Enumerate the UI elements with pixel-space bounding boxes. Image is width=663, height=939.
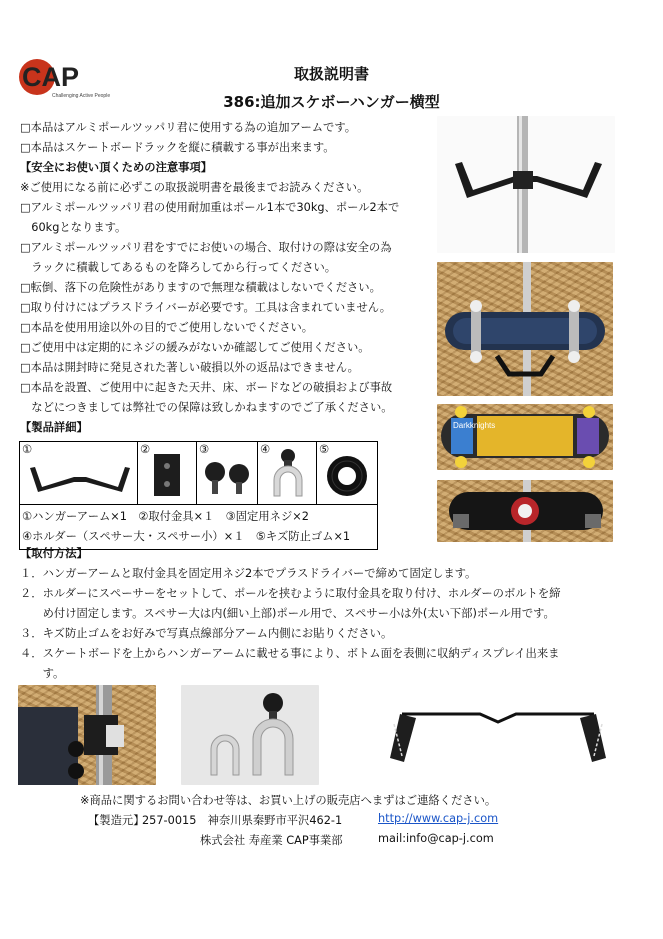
fixing-screw-icon	[201, 460, 253, 496]
hanger-arm-diagram	[380, 700, 616, 770]
install-heading: 【取付方法】	[20, 547, 88, 560]
part-cell-2	[138, 442, 197, 505]
part-cell-4	[258, 442, 317, 505]
part-number: ④	[260, 443, 271, 456]
photo-skateboard-black	[437, 480, 613, 542]
intro-line: □本品はアルミポールツッパリ君に使用する為の追加アームです。	[20, 121, 357, 134]
protective-rubber-icon	[325, 454, 369, 498]
website-link[interactable]: http://www.cap-j.com	[378, 812, 499, 825]
part-cell-1	[20, 442, 138, 505]
parts-table	[19, 441, 378, 550]
board-graphic-text: Darkknights	[453, 421, 496, 430]
part-number: ⑤	[319, 443, 330, 456]
parts-desc-line: ①ハンガーアーム×1 ②取付金具×１ ③固定用ネジ×2	[22, 510, 309, 523]
photo-holder-spacers	[181, 685, 319, 785]
safety-line: □転倒、落下の危険性がありますので無理な積載はしないでください。	[20, 281, 381, 294]
photo-skateboard-blue	[437, 262, 613, 396]
safety-heading: 【安全にお使い頂くための注意事項】	[20, 161, 213, 174]
hanger-arm-icon	[24, 462, 134, 498]
install-step: ４．スケートボードを上からハンガーアームに載せる事により、ボトム面を表側に収納ディスプレイ出来ま	[20, 647, 560, 660]
install-step: ３．キズ防止ゴムをお好みで写真点線部分アーム内側にお貼りください。	[20, 627, 393, 640]
mounting-bracket-icon	[152, 452, 182, 498]
install-step: ２．ホルダーにスペーサーをセットして、ポールを挟むように取付金具を取り付け、ホルダーのボルトを締	[20, 587, 561, 600]
safety-line: ※ご使用になる前に必ずこの取扱説明書を最後までお読みください。	[20, 181, 369, 194]
safety-line: □本品は開封時に発見された著しい破損以外の返品はできません。	[20, 361, 359, 374]
safety-line: □アルミポールツッパリ君をすでにお使いの場合、取付けの際は安全の為	[20, 241, 392, 254]
safety-line: □アルミポールツッパリ君の使用耐加重はポール1本で30kg、ポール2本で	[20, 201, 400, 214]
parts-description	[20, 505, 378, 550]
photo-installed-bracket	[18, 685, 156, 785]
intro-section	[20, 118, 399, 438]
safety-line: などにつきましては弊社での保障は致しかねますのでご了承ください。	[20, 401, 393, 414]
logo-text: CAP	[22, 62, 80, 92]
photo-hanger-on-pole	[437, 116, 615, 253]
safety-line: □取り付けにはプラスドライバーが必要です。工具は含まれていません。	[20, 301, 392, 314]
parts-desc-line: ④ホルダー（スペサー大・スペサー小）×１ ⑤キズ防止ゴム×1	[22, 530, 351, 543]
inquiry-note: ※商品に関するお問い合わせ等は、お買い上げの販売店へまずはご連絡ください。	[80, 794, 497, 807]
contact-email[interactable]: mail:info@cap-j.com	[378, 832, 494, 845]
safety-line: 60kgとなります。	[20, 221, 127, 234]
logo-tagline: Challenging Active People	[52, 93, 111, 99]
safety-line: ラックに積載してあるものを降ろしてから行ってください。	[20, 261, 337, 274]
install-step: め付け固定します。スペサー大は内(細い上部)ポール用で、スペサー小は外(太い下部)ポール用です。	[20, 607, 555, 620]
safety-line: □ご使用中は定期的にネジの緩みがないか確認してご使用ください。	[20, 341, 370, 354]
safety-line: □本品を設置、ご使用中に起きた天井、床、ボードなどの破損および事故	[20, 381, 393, 394]
part-number: ②	[140, 443, 151, 456]
doc-subtitle: 386:追加スケボーハンガー横型	[223, 93, 440, 111]
part-cell-3	[197, 442, 258, 505]
part-number: ①	[22, 443, 33, 456]
part-number: ③	[199, 443, 210, 456]
maker-address: 257-0015 神奈川県秦野市平沢462-1	[142, 814, 343, 827]
safety-line: □本品を使用用途以外の目的でご使用しないでください。	[20, 321, 314, 334]
install-step: １．ハンガーアームと取付金具を固定用ネジ2本でプラスドライバーで締めて固定します。	[20, 567, 477, 580]
parts-heading: 【製品詳細】	[20, 421, 88, 434]
maker-label: 【製造元】	[88, 814, 145, 827]
install-section	[20, 544, 560, 684]
part-cell-5	[317, 442, 378, 505]
company-name: 株式会社 寿産業 CAP事業部	[200, 834, 343, 847]
install-step: す。	[20, 667, 65, 680]
photo-skateboard-graphic	[437, 404, 613, 470]
intro-line: □本品はスケートボードラックを縦に積載する事が出来ます。	[20, 141, 335, 154]
holder-spacer-icon	[266, 448, 310, 498]
doc-title: 取扱説明書	[293, 65, 369, 83]
